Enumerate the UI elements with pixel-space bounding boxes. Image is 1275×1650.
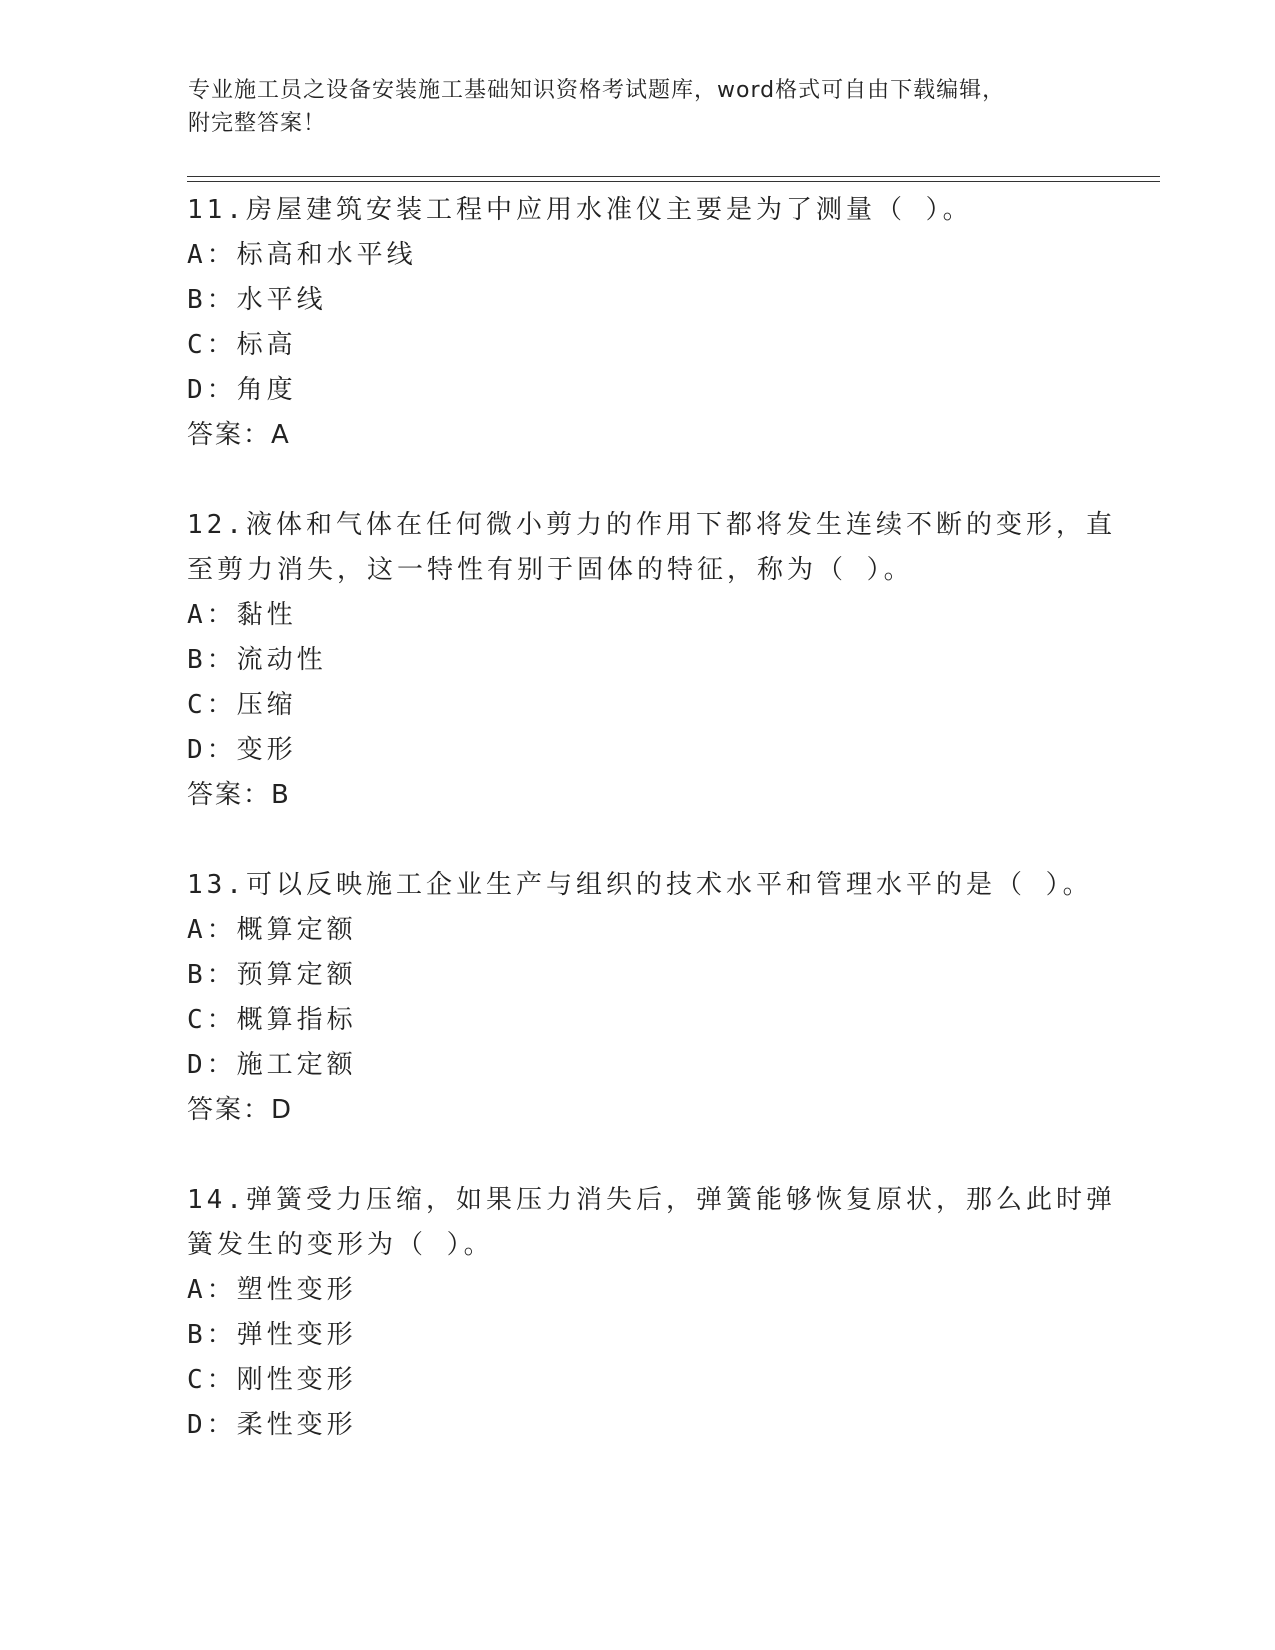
option-b: B：流动性 [187,645,327,675]
question-stem: 14.弹簧受力压缩，如果压力消失后，弹簧能够恢复原状，那么此时弹 [187,1185,1116,1215]
header-line-1: 专业施工员之设备安装施工基础知识资格考试题库，word格式可自由下载编辑， [188,78,1006,103]
option-c: C：标高 [187,330,297,360]
option-b: B：预算定额 [187,960,357,990]
answer: 答案：A [187,420,291,450]
option-d: D：柔性变形 [187,1410,357,1440]
answer: 答案：D [187,1095,294,1125]
header-rule-top [187,176,1160,177]
option-a: A：概算定额 [187,915,357,945]
option-d: D：变形 [187,735,297,765]
header-line-2: 附完整答案！ [188,111,327,136]
header-rule-bottom [187,181,1160,182]
question-stem: 13.可以反映施工企业生产与组织的技术水平和管理水平的是（ ）。 [187,870,1093,900]
option-d: D：施工定额 [187,1050,357,1080]
option-b: B：弹性变形 [187,1320,357,1350]
question-stem: 12.液体和气体在任何微小剪力的作用下都将发生连续不断的变形，直 [187,510,1116,540]
option-c: C：刚性变形 [187,1365,357,1395]
option-d: D：角度 [187,375,297,405]
question-stem-continued: 至剪力消失，这一特性有别于固体的特征，称为（ ）。 [187,555,914,585]
option-c: C：概算指标 [187,1005,357,1035]
option-a: A：标高和水平线 [187,240,417,270]
document-header [188,74,1088,140]
option-b: B：水平线 [187,285,327,315]
question-stem-continued: 簧发生的变形为（ ）。 [187,1230,494,1260]
answer: 答案：B [187,780,291,810]
question-stem: 11.房屋建筑安装工程中应用水准仪主要是为了测量（ ）。 [187,195,973,225]
option-c: C：压缩 [187,690,297,720]
option-a: A：塑性变形 [187,1275,357,1305]
option-a: A：黏性 [187,600,297,630]
